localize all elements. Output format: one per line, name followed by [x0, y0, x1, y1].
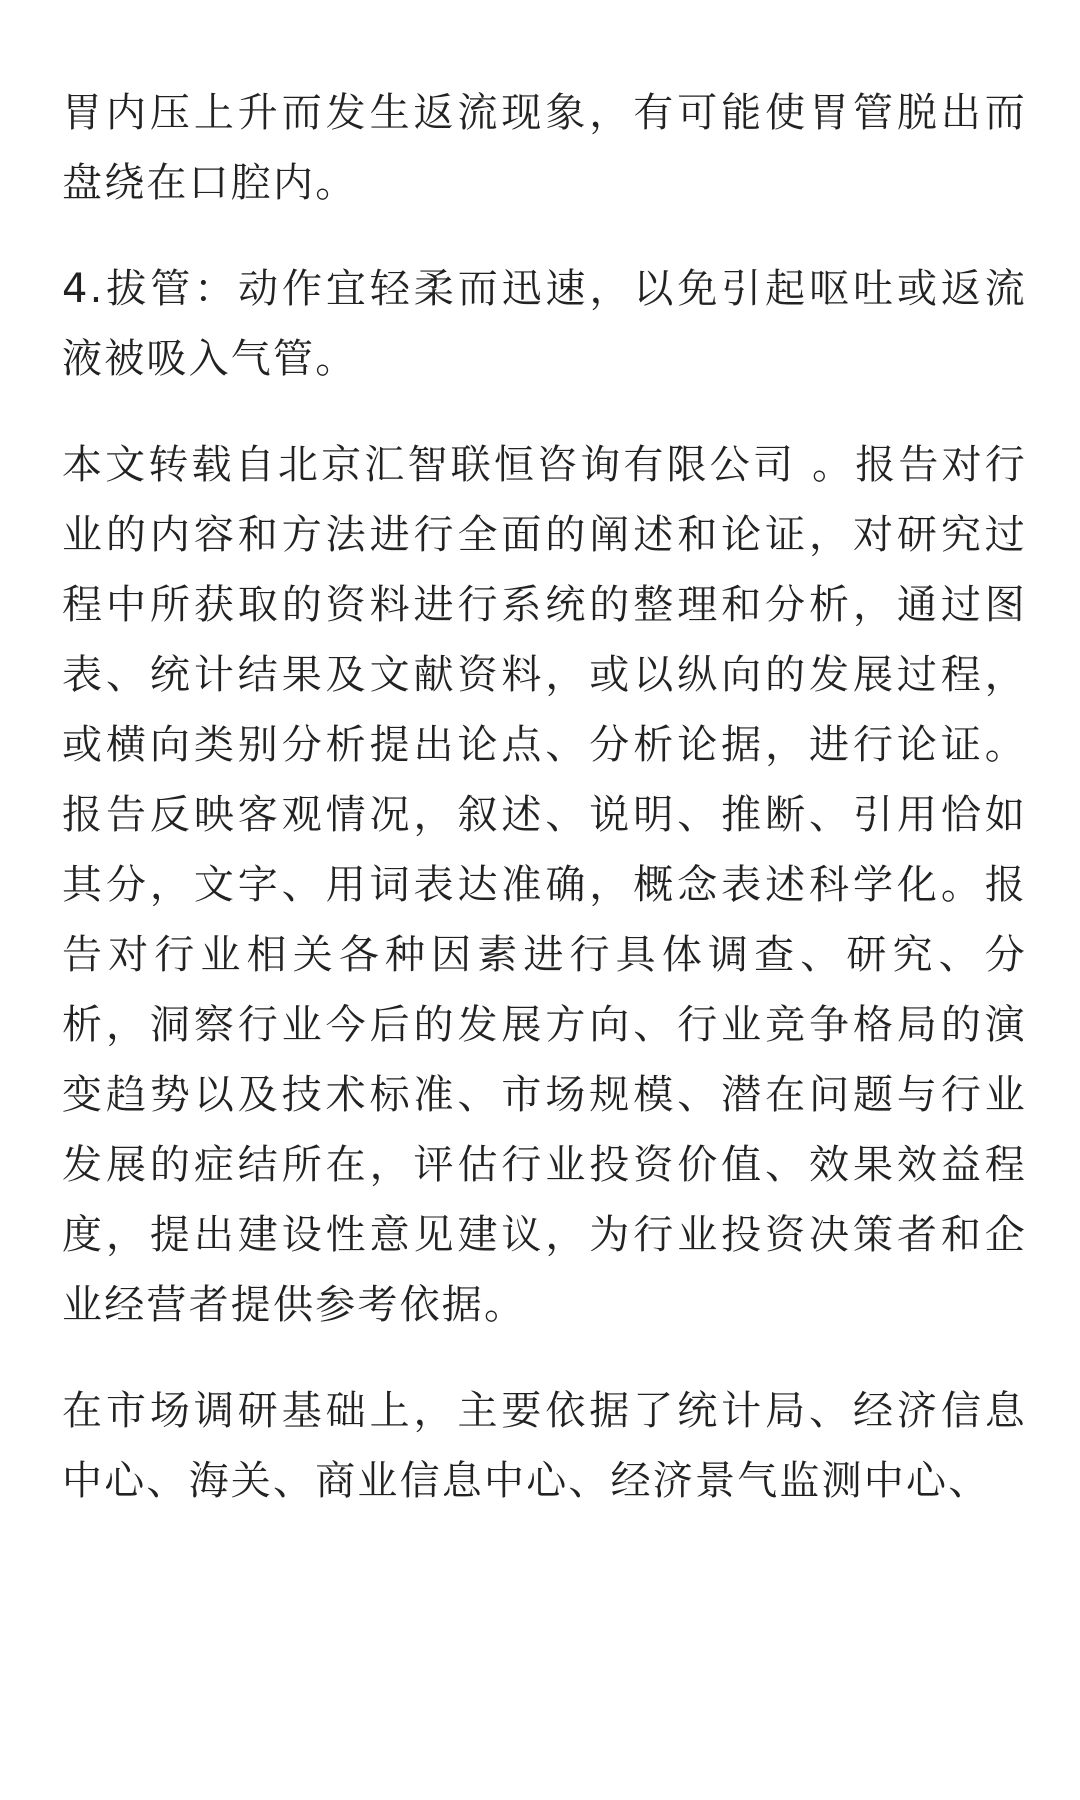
paragraph-market-research: 在市场调研基础上，主要依据了统计局、经济信息中心、海关、商业信息中心、经济景气监测中心、 [62, 1388, 1027, 1504]
article-body [62, 78, 1027, 1516]
paragraph-gastric-tube: 胃内压上升而发生返流现象，有可能使胃管脱出而盘绕在口腔内。 [62, 90, 1027, 206]
paragraph-extubation: 4.拔管：动作宜轻柔而迅速，以免引起呕吐或返流液被吸入气管。 [62, 266, 1027, 382]
paragraph-report-source: 本文转载自北京汇智联恒咨询有限公司 。报告对行业的内容和方法进行全面的阐述和论证，对研究过程中所获取的资料进行系统的整理和分析，通过图表、统计结果及文献资料，或以纵向的发展过程，或横向类别分析提出论点、分析论据，进行论证。报告反映客观情况，叙述、说明、推断、引用恰如其分，文字、用词表达准确，概念表述科学化。报告对行业相关各种因素进行具体调查、研究、分析，洞察行业今后的发展方向、行业竞争格局的演变趋势以及技术标准、市场规模、潜在问题与行业发展的症结所在，评估行业投资价值、效果效益程度，提出建设性意见建议，为行业投资决策者和企业经营者提供参考依据。 [62, 442, 1027, 1328]
